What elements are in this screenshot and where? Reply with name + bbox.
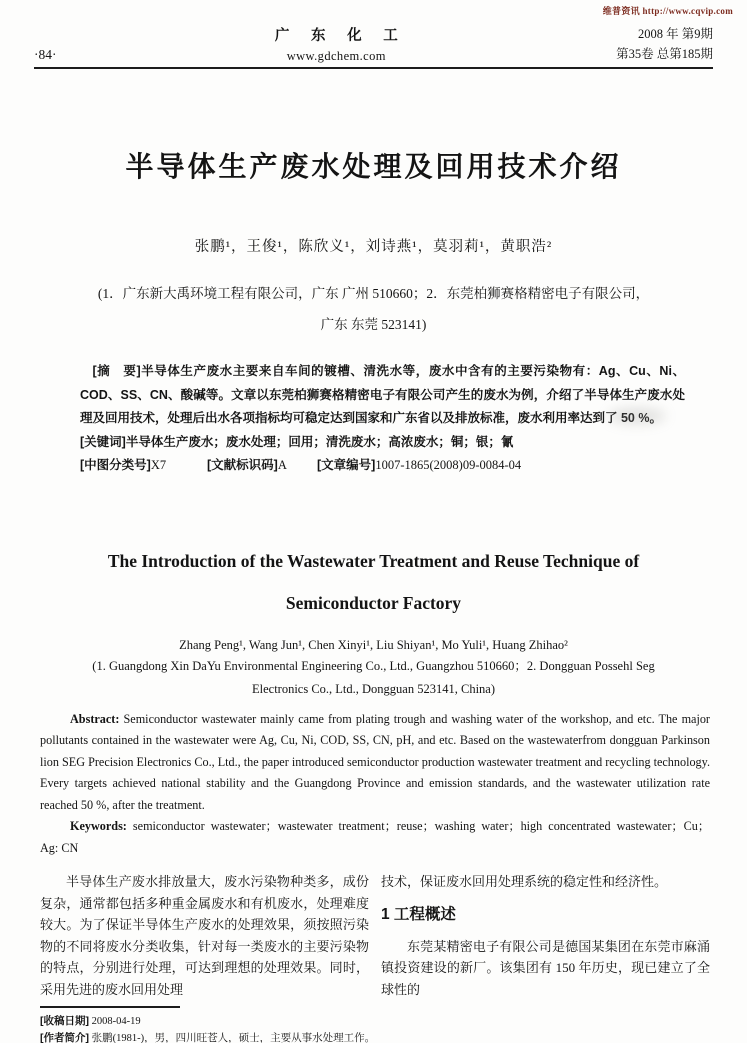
doc-code-field bbox=[207, 454, 317, 478]
affiliations-cn bbox=[0, 278, 747, 340]
keywords-cn-paragraph bbox=[80, 431, 685, 455]
scan-smudge-artifact bbox=[608, 408, 666, 424]
keywords-en-label: Keywords: bbox=[70, 819, 127, 833]
authors-en: Zhang Peng¹, Wang Jun¹, Chen Xinyi¹, Liu Shiyan¹, Mo Yuli¹, Huang Zhihao² bbox=[179, 637, 568, 652]
article-title-en-line2: Semiconductor Factory bbox=[285, 592, 462, 613]
received-date-line bbox=[40, 1013, 747, 1030]
doc-code-label: [文献标识码] bbox=[207, 458, 278, 472]
issue-info bbox=[616, 24, 713, 64]
clc-label: [中图分类号] bbox=[80, 458, 151, 472]
right-column bbox=[381, 871, 710, 1000]
article-title-en bbox=[30, 540, 717, 624]
keywords-cn-label: [关键词] bbox=[80, 434, 126, 449]
abstract-en-label: Abstract: bbox=[70, 711, 120, 726]
body-columns bbox=[40, 871, 710, 1000]
author-bio-value: 张鹏(1981-)，男，四川旺苍人，硕士，主要从事水处理工作。 bbox=[89, 1033, 376, 1043]
keywords-cn-text: 半导体生产废水；废水处理；回用；清洗废水；高浓废水；铜；银；氰 bbox=[125, 434, 514, 449]
article-title-cn: 半导体生产废水处理及回用技术介绍 bbox=[125, 151, 622, 182]
received-date-label: [收稿日期] bbox=[40, 1015, 89, 1027]
volume-line: 第35卷 总第185期 bbox=[616, 47, 713, 61]
affiliation-en-line2: Electronics Co., Ltd., Dongguan 523141, China) bbox=[251, 681, 496, 696]
intro-paragraph-right: 技术，保证废水回用处理系统的稳定性和经济性。 bbox=[381, 874, 668, 889]
article-no-label: [文章编号] bbox=[317, 458, 376, 472]
article-no-value: 1007-1865(2008)09-0084-04 bbox=[375, 458, 522, 472]
affiliation-cn-line2: 广东 东莞 523141) bbox=[320, 317, 427, 332]
intro-paragraph-left: 半导体生产废水排放量大，废水污染物种类多，成份复杂，通常都包括多种重金属废水和有机废水，处理难度较大。为了保证半导体生产废水的处理效果，须按照污染物的不同将废水分类收集，针对每一类废水的主要污染物的特点，分别进行处理，可达到理想的处理效果。同时，采用先进的废水回用处理 bbox=[40, 874, 369, 997]
abstract-block-en bbox=[40, 709, 710, 860]
issue-year-line: 2008 年 第9期 bbox=[637, 27, 713, 41]
affiliation-cn-line1: (1．广东新大禹环境工程有限公司，广东 广州 510660；2．东莞柏狮赛格精密电子有限公司， bbox=[97, 286, 650, 301]
footnote-divider bbox=[40, 1006, 180, 1008]
received-date-value: 2008-04-19 bbox=[89, 1016, 141, 1027]
abstract-cn-label: [摘 要] bbox=[92, 364, 141, 378]
author-bio-line bbox=[40, 1030, 747, 1043]
section-1-heading: 1 工程概述 bbox=[381, 905, 456, 923]
page-number: ·84· bbox=[34, 47, 57, 62]
affiliations-en bbox=[0, 655, 747, 701]
footnote-block bbox=[40, 1006, 747, 1043]
keywords-en-text: semiconductor wastewater；wastewater treatment；reuse；washing water；high concentrated wastewater；Cu；Ag: CN bbox=[40, 819, 710, 855]
affiliation-en-line1: (1. Guangdong Xin DaYu Environmental Engineering Co., Ltd., Guangzhou 510660；2. Dongguan Possehl Seg bbox=[92, 658, 655, 673]
abstract-cn-paragraph bbox=[80, 360, 685, 431]
classification-row bbox=[80, 454, 685, 478]
clc-value: X7 bbox=[150, 458, 167, 472]
left-column bbox=[40, 871, 369, 1000]
authors-cn: 张鹏¹，王俊¹，陈欣义¹，刘诗燕¹，莫羽莉¹，黄职浩² bbox=[194, 239, 553, 255]
cqvip-watermark: 维普资讯 http://www.cqvip.com bbox=[602, 6, 733, 16]
running-head bbox=[34, 24, 713, 69]
abstract-en-paragraph bbox=[40, 709, 710, 817]
journal-website: www.gdchem.com bbox=[286, 49, 386, 63]
abstract-block-cn bbox=[80, 360, 685, 478]
section-1-paragraph: 东莞某精密电子有限公司是德国某集团在东莞市麻涌镇投资建设的新厂。该集团有 150 年历史，现已建立了全球性的 bbox=[381, 938, 710, 997]
journal-title: 广 东 化 工 bbox=[274, 28, 407, 44]
article-title-en-line1: The Introduction of the Wastewater Treatment and Reuse Technique of bbox=[107, 550, 640, 571]
keywords-en-paragraph bbox=[40, 816, 710, 859]
abstract-cn-text: 半导体生产废水主要来自车间的镀槽、清洗水等，废水中含有的主要污染物有：Ag、Cu、Ni、COD、SS、CN、酸碱等。文章以东莞柏狮赛格精密电子有限公司产生的废水为例，介绍了半导体生产废水处理及回用技术，处理后出水各项指标均可稳定达到国家和广东省以及排放标准，废水利用率达到了 50 %。 bbox=[80, 364, 685, 425]
article-no-field bbox=[317, 454, 521, 478]
doc-code-value: A bbox=[277, 458, 287, 472]
author-bio-label: [作者简介] bbox=[40, 1032, 89, 1043]
journal-masthead bbox=[266, 24, 407, 64]
abstract-en-text: Semiconductor wastewater mainly came from plating trough and washing water of the workshop, and etc. The major pollutants contained in the wastewater were Ag, Cu, Ni, COD, SS, CN, pH, and etc. Based on the wastewaterfrom dongguan Parkinson lion SEG Precision Electronics Co., Ltd., the paper introduced semiconductor production wastewater treatment and recycling technology. Every targets achieved national stability and the Guangdong Province and emission standards, and the wastewater utilization rate reached 50 %, after the treatment. bbox=[40, 711, 711, 812]
clc-field bbox=[80, 454, 207, 478]
